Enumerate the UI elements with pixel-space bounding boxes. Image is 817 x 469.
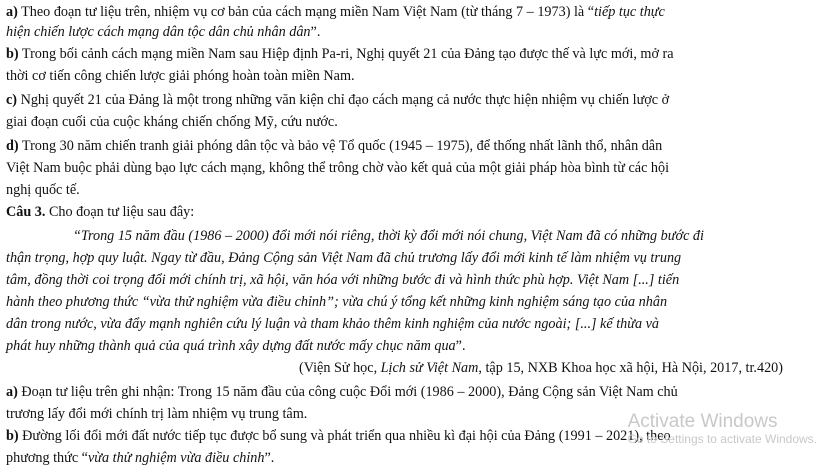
q2-statement-c-line-2 [6,112,783,132]
watermark-title: Activate Windows [627,411,778,432]
text: ”. [310,24,321,40]
text: trương lấy đổi mới chính trị làm nhiệm vụ trung tâm. [6,406,308,422]
italic-text: hiện chiến lược cách mạng dân tộc dân chủ nhân dân [6,24,311,40]
quote-line-3 [6,270,783,290]
italic-text: “Trong 15 năm đầu (1986 – 2000) đổi mới nói riêng, thời kỳ đổi mới nói chung, Việt Nam đã có những bước đi [73,228,704,244]
q2-statement-d-line-3 [6,180,783,200]
text: Cho đoạn tư liệu sau đây: [45,204,195,220]
statement-label: d) [6,138,19,154]
italic-text: tâm, đồng thời coi trọng đổi mới chính trị, xã hội, văn hóa với những bước đi và hình thức phù hợp. Việt Nam [...] tiến [6,272,680,288]
q2-statement-a-line-1 [6,2,783,22]
quote-line-1 [73,226,783,246]
q3-statement-a-line-1 [6,382,783,402]
italic-text: tiếp tục thực [594,4,665,20]
quote-line-6 [6,336,783,356]
statement-label: c) [6,92,18,108]
quote-line-2 [6,248,783,268]
quote-citation [299,358,783,378]
statement-label: b) [6,428,19,444]
q2-statement-b-line-2 [6,66,783,86]
q2-statement-c-line-1 [6,90,783,110]
italic-text: dân trong nước, vừa đẩy mạnh nghiên cứu lý luận và tham khảo thêm kinh nghiệm của nước ngoài; [...] kế thừa và [6,316,659,332]
statement-label: b) [6,46,19,62]
q3-statement-b-line-1 [6,426,783,446]
text: (Viện Sử học, [298,360,381,376]
text: Theo đoạn tư liệu trên, nhiệm vụ cơ bản của cách mạng miền Nam Việt Nam (từ tháng 7 – 1973) là “ [17,4,595,20]
italic-text: hành theo phương thức “vừa thử nghiệm vừa điều chỉnh”; vừa chú ý tổng kết những kinh nghiệm sáng tạo của nhân [6,294,668,310]
text: Việt Nam buộc phải dùng bạo lực cách mạng, không thể trông chờ vào kết quả của một giải pháp hòa bình từ các hội [6,160,670,176]
q2-statement-b-line-1 [6,44,783,64]
quote-line-5 [6,314,783,334]
watermark-subtitle: Go to Settings to activate Windows. [627,432,817,446]
text: ”. [455,338,466,354]
question-label: Câu 3. [6,204,46,220]
italic-text: phát huy những thành quả của quá trình xây dựng đất nước mấy chục năm qua [6,338,456,354]
text: Đoạn tư liệu trên ghi nhận: Trong 15 năm đầu của công cuộc Đổi mới (1986 – 2000), Đảng Cộng sản Việt Nam chủ [17,384,678,400]
question-3-heading [6,202,783,222]
q2-statement-d-line-1 [6,136,783,156]
text: giai đoạn cuối của cuộc kháng chiến chống Mỹ, cứu nước. [6,114,338,130]
statement-label: a) [6,4,18,20]
text: ”. [264,450,275,466]
statement-label: a) [6,384,18,400]
text: Đường lối đổi mới đất nước tiếp tục được bổ sung và phát triển qua nhiều kì đại hội của Đảng (1991 – 2021), theo [18,428,671,444]
quote-line-4 [6,292,783,312]
text: thời cơ tiến công chiến lược giải phóng hoàn toàn miền Nam. [6,68,355,84]
text: , tập 15, NXB Khoa học xã hội, Hà Nội, 2017, tr.420) [478,360,783,376]
italic-text: vừa thử nghiệm vừa điều chỉnh [87,450,265,466]
text: phương thức “ [6,450,88,466]
text: Nghị quyết 21 của Đảng là một trong những văn kiện chỉ đạo cách mạng cả nước thực hiện nhiệm vụ chiến lược ở [17,92,670,108]
q3-statement-b-line-2 [6,448,783,468]
text: Trong 30 năm chiến tranh giải phóng dân tộc và bảo vệ Tổ quốc (1945 – 1975), để thống nhất lãnh thổ, nhân dân [18,138,663,154]
q3-statement-a-line-2 [6,404,783,424]
italic-text: thận trọng, hợp quy luật. Ngay từ đầu, Đảng Cộng sản Việt Nam đã chủ trương lấy đổi mới kinh tế làm nhiệm vụ trung [6,250,682,266]
italic-text: Lịch sử Việt Nam [380,360,479,376]
q2-statement-a-line-2 [6,22,783,42]
q2-statement-d-line-2 [6,158,783,178]
text: nghị quốc tế. [6,182,80,198]
text: Trong bối cảnh cách mạng miền Nam sau Hiệp định Pa-ri, Nghị quyết 21 của Đảng tạo được thế và lực mới, mở ra [18,46,674,62]
